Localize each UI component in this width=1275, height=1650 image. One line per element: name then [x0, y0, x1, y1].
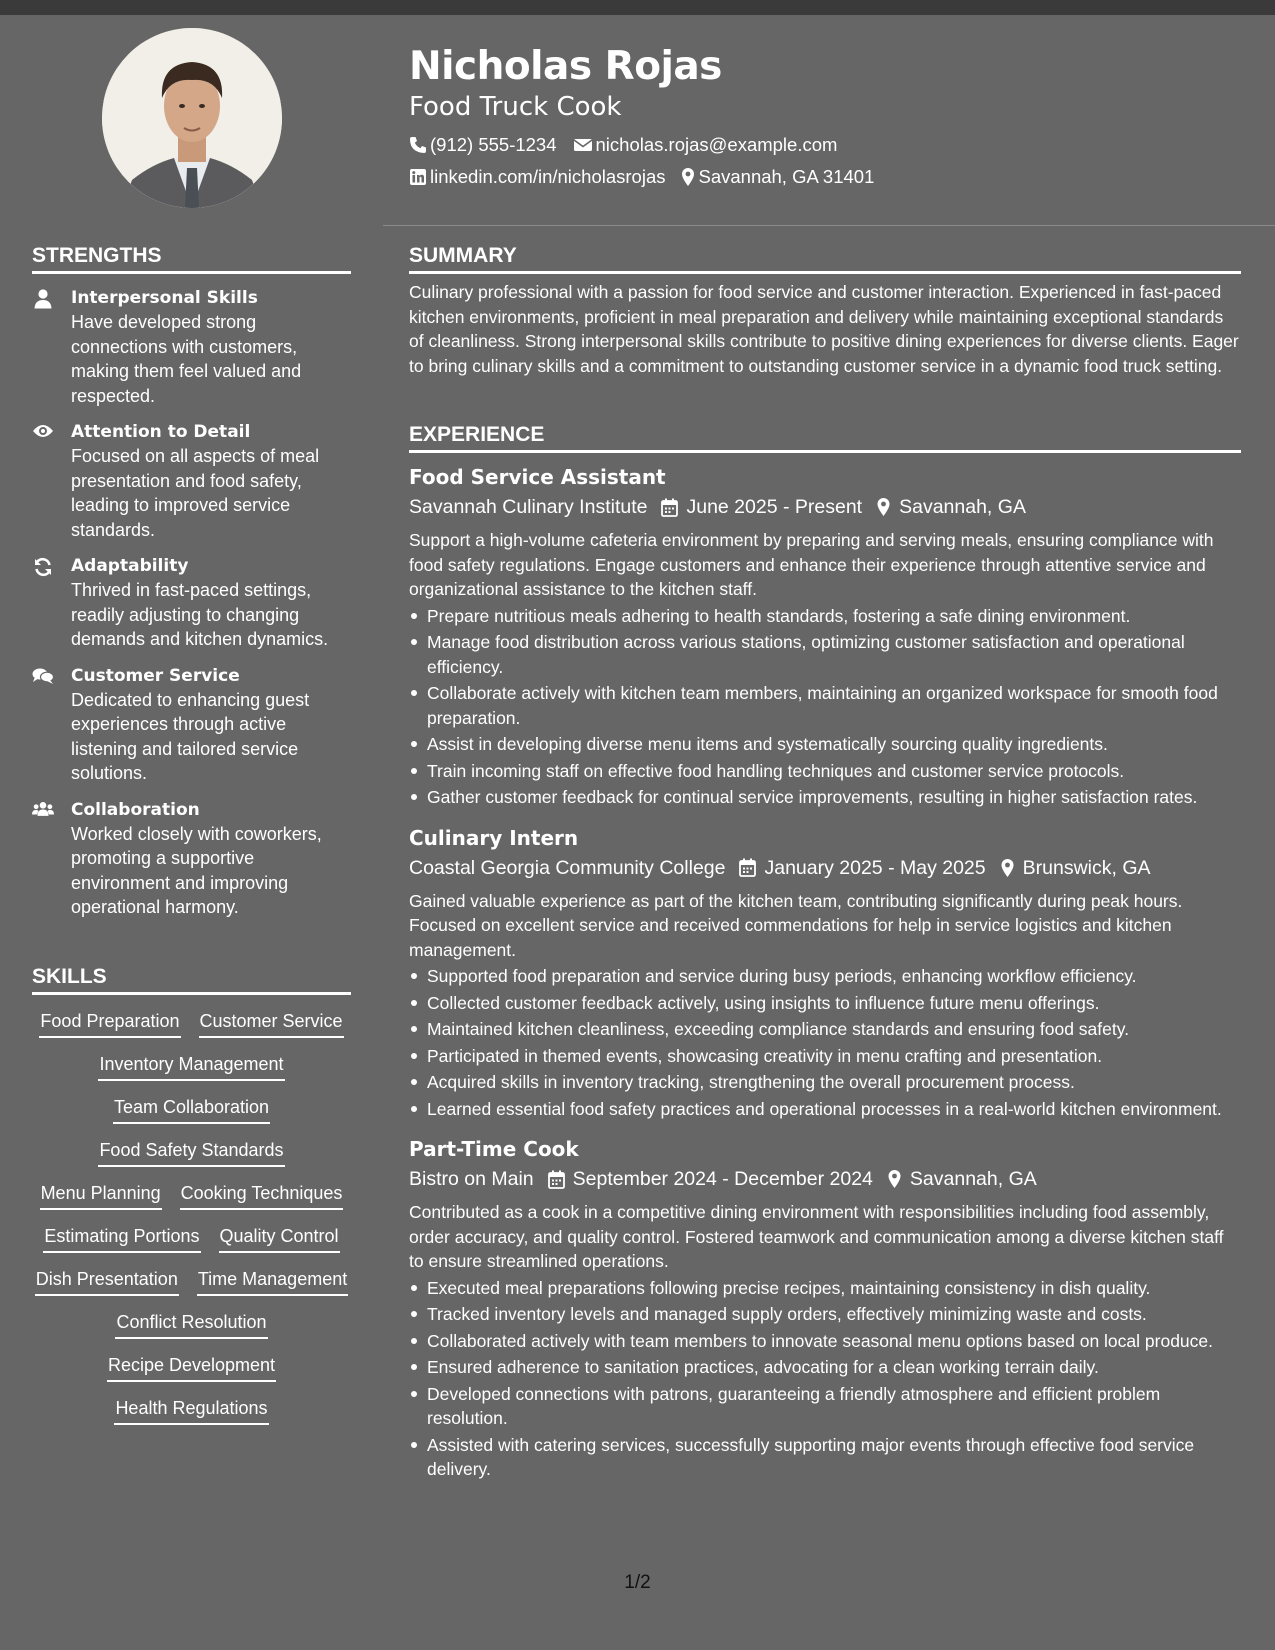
envelope-icon — [573, 137, 593, 153]
job-bullet: Acquired skills in inventory tracking, strengthening the overall procurement process. — [409, 1070, 1241, 1095]
job-entry — [409, 463, 1241, 810]
header-divider — [383, 225, 1275, 226]
email-text: nicholas.rojas@example.com — [595, 134, 838, 155]
calendar-icon — [739, 858, 756, 877]
skill-tag: Food Safety Standards — [98, 1138, 284, 1167]
strengths-section — [32, 242, 351, 920]
calendar-icon — [548, 1170, 565, 1189]
job-description: Support a high-volume cafeteria environment by preparing and serving meals, ensuring compliance with food safety regulations. Engage customers and enhance their experience through attentive service and organizational assistance to the kitchen staff. — [409, 530, 1214, 599]
skill-tag: Cooking Techniques — [180, 1181, 344, 1210]
resume-header — [409, 43, 1249, 193]
map-marker-icon — [876, 497, 891, 517]
location-contact — [681, 164, 874, 190]
strength-description: Have developed strong connections with customers, making them feel valued and respected. — [71, 312, 302, 406]
linkedin-contact[interactable] — [409, 164, 665, 190]
top-bar — [0, 0, 1275, 15]
job-title: Part-Time Cook — [409, 1137, 579, 1161]
skill-tag: Health Regulations — [114, 1396, 268, 1425]
job-bullets — [409, 964, 1241, 1121]
strength-item — [32, 555, 351, 652]
strength-item — [32, 287, 351, 408]
job-bullet: Manage food distribution across various stations, optimizing customer satisfaction and operational efficiency. — [409, 630, 1241, 679]
map-marker-icon — [1000, 858, 1015, 878]
strengths-heading: STRENGTHS — [32, 242, 351, 274]
skill-tag: Menu Planning — [40, 1181, 162, 1210]
skill-tag: Inventory Management — [98, 1052, 284, 1081]
job-location: Savannah, GA — [899, 496, 1026, 518]
users-icon — [32, 799, 54, 920]
strength-description: Thrived in fast-paced settings, readily adjusting to changing demands and kitchen dynamics. — [71, 580, 329, 649]
user-icon — [32, 287, 54, 408]
job-bullet: Prepare nutritious meals adhering to health standards, fostering a safe dining environment. — [409, 604, 1241, 629]
strength-title: Customer Service — [71, 665, 240, 686]
skill-tag: Food Preparation — [39, 1009, 180, 1038]
job-bullet: Developed connections with patrons, guaranteeing a friendly atmosphere and efficient problem resolution. — [409, 1382, 1241, 1431]
job-bullet: Supported food preparation and service during busy periods, enhancing workflow efficiency. — [409, 964, 1241, 989]
candidate-title: Food Truck Cook — [409, 92, 622, 122]
job-company: Coastal Georgia Community College — [409, 856, 726, 879]
linkedin-icon — [409, 168, 427, 186]
skills-section — [32, 963, 351, 1425]
job-dates: January 2025 - May 2025 — [764, 856, 986, 879]
skills-list — [32, 1009, 351, 1425]
skill-tag: Team Collaboration — [113, 1095, 270, 1124]
right-column — [383, 15, 1275, 1650]
strength-description: Worked closely with coworkers, promoting a supportive environment and improving operational harmony. — [71, 823, 322, 917]
left-column — [0, 15, 383, 1650]
strength-title: Collaboration — [71, 799, 200, 820]
skill-tag: Recipe Development — [107, 1353, 276, 1382]
location-text: Savannah, GA 31401 — [698, 166, 875, 187]
skill-tag: Time Management — [197, 1267, 348, 1296]
calendar-icon — [661, 498, 678, 517]
page-number: 1/2 — [624, 1572, 651, 1593]
phone-text: (912) 555-1234 — [430, 134, 557, 155]
job-bullet: Executed meal preparations following precise recipes, maintaining consistency in dish quality. — [409, 1276, 1241, 1301]
strength-title: Interpersonal Skills — [71, 288, 258, 308]
strength-item — [32, 799, 351, 920]
job-bullet: Tracked inventory levels and managed supply orders, effectively minimizing waste and costs. — [409, 1302, 1241, 1327]
job-bullet: Collected customer feedback actively, using insights to influence future menu offerings. — [409, 991, 1241, 1016]
candidate-name: Nicholas Rojas — [409, 44, 722, 89]
skill-tag: Customer Service — [199, 1009, 344, 1038]
skill-tag: Quality Control — [219, 1224, 340, 1253]
job-title: Food Service Assistant — [409, 465, 666, 489]
job-description: Gained valuable experience as part of the kitchen team, contributing significantly during peak hours. Focused on excellent service and received commendations for help in service logistics and kitchen management. — [409, 890, 1183, 960]
sync-icon — [32, 555, 54, 652]
job-meta — [409, 853, 1241, 883]
job-bullet: Assisted with catering services, successfully supporting major events through effective food service delivery. — [409, 1433, 1241, 1482]
skill-tag: Estimating Portions — [43, 1224, 200, 1253]
job-bullet: Ensured adherence to sanitation practices, advocating for a clean working terrain daily. — [409, 1355, 1241, 1380]
strength-description: Focused on all aspects of meal presentation and food safety, leading to improved service standards. — [71, 446, 320, 540]
skills-heading: SKILLS — [32, 963, 351, 995]
job-bullet: Collaborate actively with kitchen team members, maintaining an organized workspace for smooth food preparation. — [409, 681, 1241, 730]
job-bullets — [409, 1276, 1241, 1482]
strength-title: Adaptability — [71, 556, 189, 576]
job-dates: June 2025 - Present — [686, 496, 863, 518]
job-bullet: Maintained kitchen cleanliness, exceeding compliance standards and ensuring food safety. — [409, 1017, 1241, 1042]
strength-description: Dedicated to enhancing guest experiences through active listening and tailored service solutions. — [71, 689, 310, 783]
job-bullet: Gather customer feedback for continual service improvements, resulting in higher satisfaction rates. — [409, 785, 1241, 810]
experience-heading: EXPERIENCE — [409, 421, 1241, 453]
job-company: Bistro on Main — [409, 1168, 534, 1190]
experience-section — [409, 421, 1241, 1482]
strength-item — [32, 421, 351, 542]
map-marker-icon — [887, 1169, 902, 1189]
job-location: Brunswick, GA — [1022, 856, 1151, 879]
contact-row — [409, 161, 1249, 193]
job-company: Savannah Culinary Institute — [409, 496, 648, 518]
map-marker-icon — [681, 167, 695, 187]
summary-heading: SUMMARY — [409, 242, 1241, 274]
job-description: Contributed as a cook in a competitive dining environment with responsibilities including food assembly, order accuracy, and quality control. Fostered teamwork and communication among a diverse kitchen staff to ensure streamlined operations. — [409, 1202, 1224, 1271]
summary-section — [409, 242, 1241, 379]
job-title: Culinary Intern — [409, 825, 579, 850]
linkedin-text: linkedin.com/in/nicholasrojas — [430, 166, 666, 187]
job-bullet: Collaborated actively with team members to innovate seasonal menu options based on local produce. — [409, 1329, 1241, 1354]
job-meta — [409, 492, 1241, 522]
summary-text: Culinary professional with a passion for food service and customer interaction. Experienced in fast-paced kitchen environments, proficient in meal preparation and delivery while maintaining exceptional standards of cleanliness. Strong interpersonal skills contribute to positive dining experiences for diverse clients. Eager to bring culinary skills and a commitment to outstanding customer service in a dynamic food truck setting. — [409, 282, 1239, 377]
job-entry — [409, 1135, 1241, 1482]
skill-tag: Dish Presentation — [35, 1267, 179, 1296]
email-contact[interactable] — [573, 132, 838, 158]
skill-tag: Conflict Resolution — [115, 1310, 267, 1339]
job-bullet: Assist in developing diverse menu items and systematically sourcing quality ingredients. — [409, 732, 1241, 757]
profile-photo — [102, 28, 282, 208]
job-bullets — [409, 604, 1241, 810]
job-dates: September 2024 - December 2024 — [572, 1168, 873, 1190]
phone-icon — [409, 136, 427, 154]
contact-row — [409, 129, 1249, 161]
strength-title: Attention to Detail — [71, 422, 251, 442]
phone-contact[interactable] — [409, 132, 557, 158]
job-entry — [409, 824, 1241, 1122]
job-meta — [409, 1164, 1241, 1194]
comments-icon — [32, 665, 54, 786]
eye-icon — [32, 421, 54, 542]
job-bullet: Train incoming staff on effective food handling techniques and customer service protocols. — [409, 759, 1241, 784]
strength-item — [32, 665, 351, 786]
job-bullet: Participated in themed events, showcasing creativity in menu crafting and presentation. — [409, 1044, 1241, 1069]
job-location: Savannah, GA — [909, 1168, 1037, 1190]
job-bullet: Learned essential food safety practices and operational processes in a real-world kitchen environment. — [409, 1097, 1241, 1122]
